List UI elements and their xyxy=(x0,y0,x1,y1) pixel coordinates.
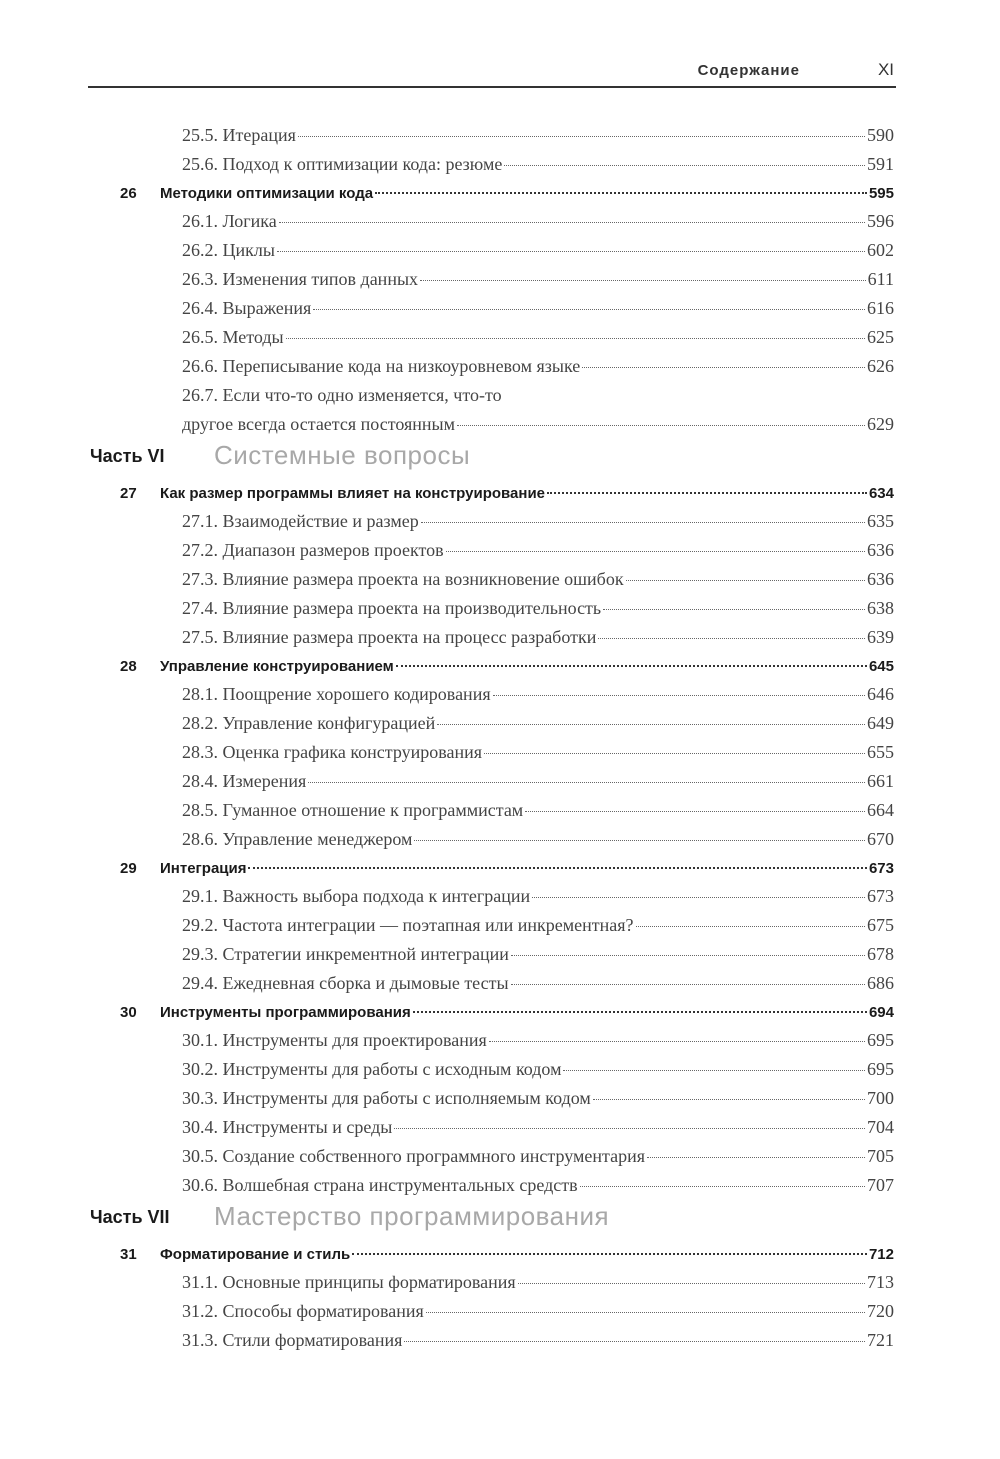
section-page: 591 xyxy=(867,154,894,174)
chapter-number: 28 xyxy=(120,658,137,675)
section-title: 26.2. Циклы xyxy=(182,240,275,260)
dot-leader xyxy=(375,192,867,194)
section-title: 26.5. Методы xyxy=(182,327,284,347)
section-title: 30.3. Инструменты для работы с исполняемым кодом xyxy=(182,1088,591,1108)
section-title: 25.5. Итерация xyxy=(182,125,296,145)
part-label: Часть VI xyxy=(90,446,165,466)
section-page: 695 xyxy=(867,1030,894,1050)
chapter-title: Форматирование и стиль xyxy=(160,1246,351,1263)
part-label: Часть VII xyxy=(90,1207,170,1227)
dot-leader xyxy=(421,522,865,523)
dot-leader xyxy=(298,136,865,137)
dot-leader xyxy=(580,1186,865,1187)
dot-leader xyxy=(547,492,867,494)
dot-leader xyxy=(582,367,865,368)
chapter-number: 27 xyxy=(120,485,137,502)
section-title: 27.2. Диапазон размеров проектов xyxy=(182,540,444,560)
toc-section-28-2[interactable] xyxy=(88,710,896,739)
chapter-title: Методики оптимизации кода xyxy=(160,185,374,202)
toc-section-29-2[interactable] xyxy=(88,912,896,941)
page-number: XI xyxy=(877,60,894,79)
toc-section-26-3[interactable] xyxy=(88,266,896,295)
section-page: 686 xyxy=(867,973,894,993)
toc-section-29-4[interactable] xyxy=(88,970,896,999)
chapter-number: 30 xyxy=(120,1004,137,1021)
dot-leader xyxy=(446,551,865,552)
dot-leader xyxy=(626,580,865,581)
section-page: 655 xyxy=(867,742,894,762)
toc-section-26-2[interactable] xyxy=(88,237,896,266)
section-page: 721 xyxy=(867,1330,894,1350)
dot-leader xyxy=(277,251,865,252)
toc-chapter-31[interactable] xyxy=(88,1241,896,1269)
section-title: 30.1. Инструменты для проектирования xyxy=(182,1030,487,1050)
section-page: 596 xyxy=(867,211,894,231)
section-title: 25.6. Подход к оптимизации кода: резюме xyxy=(182,154,503,174)
dot-leader xyxy=(532,897,865,898)
section-title: 29.1. Важность выбора подхода к интеграции xyxy=(182,886,531,906)
dot-leader xyxy=(413,1011,867,1013)
section-page: 695 xyxy=(867,1059,894,1079)
toc-section-28-5[interactable] xyxy=(88,797,896,826)
section-page: 626 xyxy=(867,356,894,376)
toc-section-29-3[interactable] xyxy=(88,941,896,970)
dot-leader xyxy=(396,665,867,667)
dot-leader xyxy=(286,338,865,339)
section-page: 670 xyxy=(867,829,894,849)
toc-section-28-1[interactable] xyxy=(88,681,896,710)
toc-section-29-1[interactable] xyxy=(88,883,896,912)
part-title: Системные вопросы xyxy=(214,440,471,470)
dot-leader xyxy=(394,1128,865,1129)
section-title: 28.6. Управление менеджером xyxy=(182,829,413,849)
section-title: 31.3. Стили форматирования xyxy=(182,1330,403,1350)
section-page: 678 xyxy=(867,944,894,964)
dot-leader xyxy=(420,280,866,281)
section-title: 29.4. Ежедневная сборка и дымовые тесты xyxy=(182,973,509,993)
toc-section-27-4[interactable] xyxy=(88,595,896,624)
dot-leader xyxy=(248,867,866,869)
dot-leader xyxy=(308,782,865,783)
chapter-number: 26 xyxy=(120,185,137,202)
dot-leader xyxy=(511,955,865,956)
section-page: 673 xyxy=(867,886,894,906)
toc-chapter-29[interactable] xyxy=(88,855,896,883)
dot-leader xyxy=(414,840,865,841)
section-page: 720 xyxy=(867,1301,894,1321)
section-title: 26.4. Выражения xyxy=(182,298,312,318)
section-title: 26.1. Логика xyxy=(182,211,277,231)
dot-leader xyxy=(457,425,865,426)
chapter-title: Управление конструированием xyxy=(160,658,394,675)
toc-section-26-6[interactable] xyxy=(88,353,896,382)
section-page: 629 xyxy=(867,414,894,434)
section-title: 27.3. Влияние размера проекта на возникновение ошибок xyxy=(182,569,624,589)
toc-section-26-1[interactable] xyxy=(88,208,896,237)
toc-section-30-4[interactable] xyxy=(88,1114,896,1143)
section-title: 29.2. Частота интеграции — поэтапная или инкрементная? xyxy=(182,915,634,935)
dot-leader xyxy=(352,1253,867,1255)
chapter-title: Как размер программы влияет на конструирование xyxy=(160,485,546,502)
section-page: 625 xyxy=(867,327,894,347)
toc-section-25-6[interactable] xyxy=(88,151,896,180)
toc-section-30-6[interactable] xyxy=(88,1172,896,1201)
toc-section-26-7-line2[interactable] xyxy=(88,411,896,440)
toc-section-27-3[interactable] xyxy=(88,566,896,595)
section-page: 636 xyxy=(867,569,894,589)
toc-section-27-5[interactable] xyxy=(88,624,896,653)
section-page: 611 xyxy=(867,269,894,289)
chapter-page: 645 xyxy=(868,658,894,675)
chapter-page: 673 xyxy=(868,860,894,877)
section-page: 713 xyxy=(867,1272,894,1292)
toc-section-28-3[interactable] xyxy=(88,739,896,768)
toc-section-30-5[interactable] xyxy=(88,1143,896,1172)
section-title: 31.1. Основные принципы форматирования xyxy=(182,1272,516,1292)
toc-section-30-3[interactable] xyxy=(88,1085,896,1114)
toc-section-31-3[interactable] xyxy=(88,1327,896,1356)
dot-leader xyxy=(511,984,865,985)
section-title: 28.3. Оценка графика конструирования xyxy=(182,742,483,762)
section-page: 661 xyxy=(867,771,894,791)
section-page: 639 xyxy=(867,627,894,647)
dot-leader xyxy=(525,811,865,812)
section-title: 29.3. Стратегии инкрементной интеграции xyxy=(182,944,509,964)
chapter-title: Инструменты программирования xyxy=(160,1004,411,1021)
chapter-page: 595 xyxy=(868,185,894,202)
section-page: 602 xyxy=(867,240,894,260)
dot-leader xyxy=(313,309,865,310)
section-title: 28.4. Измерения xyxy=(182,771,307,791)
dot-leader xyxy=(563,1070,865,1071)
section-page: 616 xyxy=(867,298,894,318)
dot-leader xyxy=(484,753,865,754)
section-title: 27.4. Влияние размера проекта на производительность xyxy=(182,598,602,618)
toc-section-28-6[interactable] xyxy=(88,826,896,855)
toc-part-6[interactable] xyxy=(88,440,896,480)
dot-leader xyxy=(404,1341,865,1342)
section-title: 26.3. Изменения типов данных xyxy=(182,269,419,289)
section-page: 636 xyxy=(867,540,894,560)
section-page: 705 xyxy=(867,1146,894,1166)
chapter-number: 31 xyxy=(120,1246,137,1263)
dot-leader xyxy=(504,165,865,166)
section-page: 664 xyxy=(867,800,894,820)
toc-section-26-5[interactable] xyxy=(88,324,896,353)
toc-part-7[interactable] xyxy=(88,1201,896,1241)
toc-section-28-4[interactable] xyxy=(88,768,896,797)
section-title: 28.1. Поощрение хорошего кодирования xyxy=(182,684,491,704)
running-title: Содержание xyxy=(697,62,800,79)
toc-chapter-28[interactable] xyxy=(88,653,896,681)
dot-leader xyxy=(279,222,865,223)
part-title: Мастерство программирования xyxy=(214,1201,610,1231)
section-page: 635 xyxy=(867,511,894,531)
dot-leader xyxy=(489,1041,865,1042)
chapter-number: 29 xyxy=(120,860,137,877)
section-page: 649 xyxy=(867,713,894,733)
section-title: 30.6. Волшебная страна инструментальных средств xyxy=(182,1175,578,1195)
toc-chapter-26[interactable] xyxy=(88,180,896,208)
dot-leader xyxy=(603,609,865,610)
section-title: 30.4. Инструменты и среды xyxy=(182,1117,393,1137)
section-page: 590 xyxy=(867,125,894,145)
section-title: 30.5. Создание собственного программного инструментария xyxy=(182,1146,645,1166)
dot-leader xyxy=(593,1099,865,1100)
dot-leader xyxy=(647,1157,865,1158)
section-page: 704 xyxy=(867,1117,894,1137)
section-title-continued: другое всегда остается постоянным xyxy=(182,414,456,434)
section-title: 26.7. Если что-то одно изменяется, что-то xyxy=(182,385,502,405)
dot-leader xyxy=(437,724,865,725)
toc-chapter-30[interactable] xyxy=(88,999,896,1027)
toc-section-26-4[interactable] xyxy=(88,295,896,324)
section-page: 646 xyxy=(867,684,894,704)
toc-section-31-1[interactable] xyxy=(88,1269,896,1298)
dot-leader xyxy=(518,1283,865,1284)
table-of-contents xyxy=(88,122,896,1356)
chapter-page: 694 xyxy=(868,1004,894,1021)
toc-section-27-2[interactable] xyxy=(88,537,896,566)
dot-leader xyxy=(493,695,865,696)
section-title: 31.2. Способы форматирования xyxy=(182,1301,424,1321)
section-page: 707 xyxy=(867,1175,894,1195)
toc-section-31-2[interactable] xyxy=(88,1298,896,1327)
chapter-page: 712 xyxy=(868,1246,894,1263)
section-title: 28.5. Гуманное отношение к программистам xyxy=(182,800,524,820)
chapter-page: 634 xyxy=(868,485,894,502)
dot-leader xyxy=(426,1312,865,1313)
section-page: 700 xyxy=(867,1088,894,1108)
section-title: 27.1. Взаимодействие и размер xyxy=(182,511,419,531)
section-title: 27.5. Влияние размера проекта на процесс разработки xyxy=(182,627,597,647)
dot-leader xyxy=(598,638,865,639)
section-page: 675 xyxy=(867,915,894,935)
section-title: 30.2. Инструменты для работы с исходным кодом xyxy=(182,1059,562,1079)
toc-section-25-5[interactable] xyxy=(88,122,896,151)
toc-section-30-2[interactable] xyxy=(88,1056,896,1085)
toc-section-30-1[interactable] xyxy=(88,1027,896,1056)
section-title: 26.6. Переписывание кода на низкоуровневом языке xyxy=(182,356,581,376)
page-header xyxy=(88,58,896,88)
toc-section-27-1[interactable] xyxy=(88,508,896,537)
chapter-title: Интеграция xyxy=(160,860,247,877)
dot-leader xyxy=(636,926,865,927)
toc-chapter-27[interactable] xyxy=(88,480,896,508)
section-page: 638 xyxy=(867,598,894,618)
section-title: 28.2. Управление конфигурацией xyxy=(182,713,436,733)
toc-section-26-7-line1[interactable] xyxy=(88,382,896,411)
